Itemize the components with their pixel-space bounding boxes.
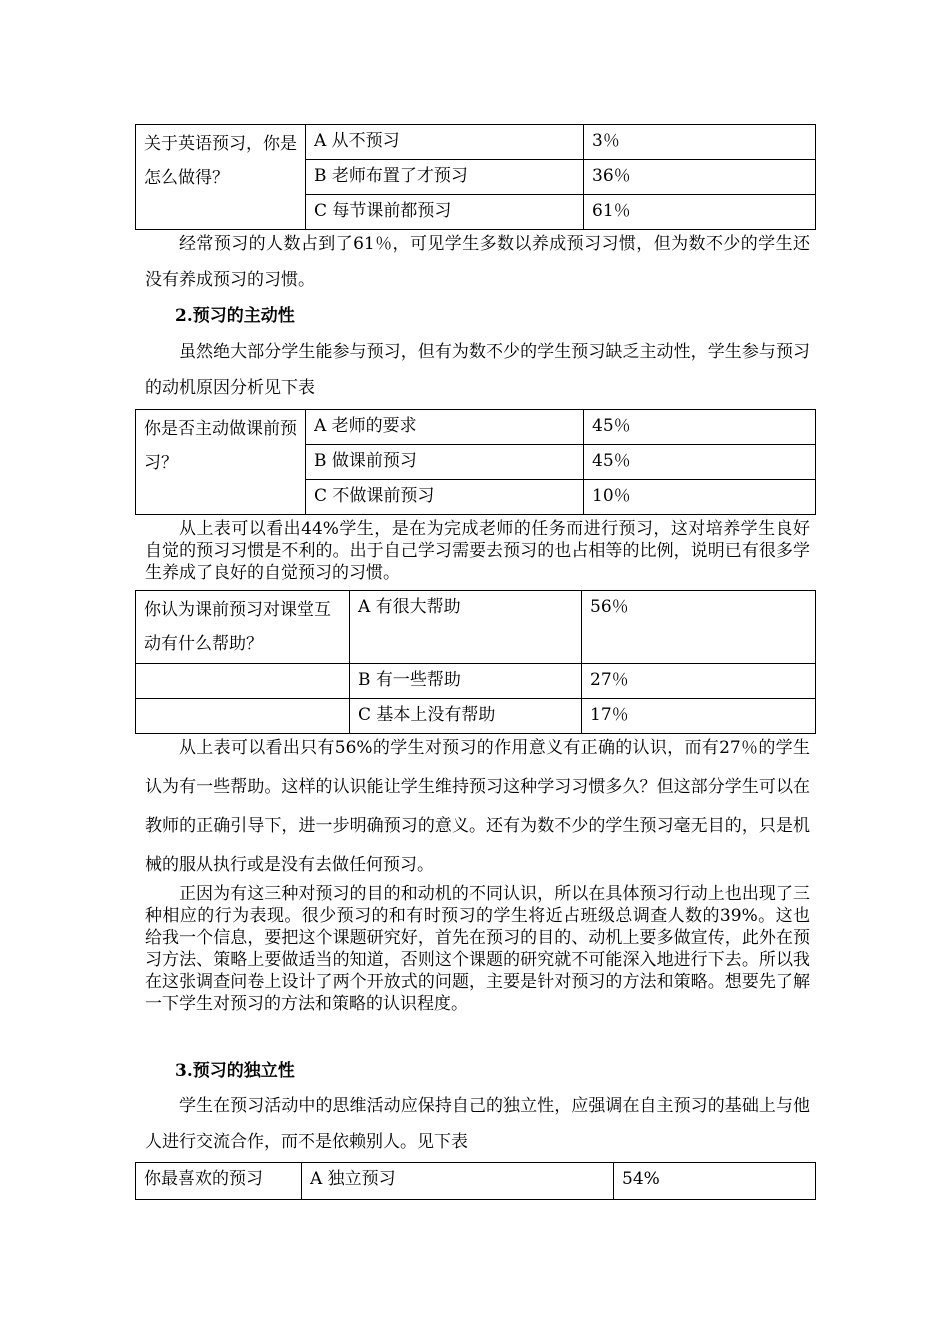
question-cell: 关于英语预习，你是怎么做得？ xyxy=(136,125,306,230)
paragraph: 正因为有这三种对预习的目的和动机的不同认识，所以在具体预习行动上也出现了三种相应的行为表现。很少预习的和有时预习的学生将近占班级总调查人数的39%。这也给我一个信息，要把这个课题研究好，首先在预习的目的、动机上要多做宣传，此外在预习方法、策略上要做适当的知道，否则这个课题的研究就不可能深入地进行下去。所以我在这张调查问卷上设计了两个开放式的问题，主要是针对预习的方法和策略。想要先了解一下学生对预习的方法和策略的认识程度。 xyxy=(145,884,810,1014)
option-cell: A 有很大帮助 xyxy=(350,591,582,664)
percent-cell: 54% xyxy=(614,1163,816,1200)
percent-cell: 27％ xyxy=(582,664,816,699)
table-row xyxy=(136,125,816,160)
paragraph: 经常预习的人数占到了61％，可见学生多数以养成预习习惯，但为数不少的学生还没有养成预习的习惯。 xyxy=(145,234,810,290)
percent-cell: 45％ xyxy=(584,410,816,445)
percent-cell: 3％ xyxy=(584,125,816,160)
table-row xyxy=(136,410,816,445)
option-cell: C 不做课前预习 xyxy=(306,480,584,515)
percent-cell: 10％ xyxy=(584,480,816,515)
option-cell: C 基本上没有帮助 xyxy=(350,699,582,734)
paragraph: 从上表可以看出44%学生，是在为完成老师的任务而进行预习，这对培养学生良好自觉的预习习惯是不利的。出于自己学习需要去预习的也占相等的比例，说明已有很多学生养成了良好的自觉预习的习惯。 xyxy=(145,519,810,583)
table-row xyxy=(136,1163,816,1200)
option-cell: A 独立预习 xyxy=(302,1163,614,1200)
option-cell: A 老师的要求 xyxy=(306,410,584,445)
percent-cell: 56％ xyxy=(582,591,816,664)
table-row xyxy=(136,664,816,699)
option-cell: B 做课前预习 xyxy=(306,445,584,480)
option-cell: B 老师布置了才预习 xyxy=(306,160,584,195)
survey-table-preview-habit xyxy=(135,124,816,230)
question-cell: 你是否主动做课前预习？ xyxy=(136,410,306,515)
option-cell: B 有一些帮助 xyxy=(350,664,582,699)
question-cell: 你认为课前预习对课堂互动有什么帮助？ xyxy=(136,591,350,664)
question-cell: 你最喜欢的预习 xyxy=(136,1163,302,1200)
percent-cell: 17％ xyxy=(582,699,816,734)
survey-table-initiative xyxy=(135,409,816,515)
survey-table-interaction xyxy=(135,590,816,734)
option-cell: A 从不预习 xyxy=(306,125,584,160)
percent-cell: 61％ xyxy=(584,195,816,230)
table-row xyxy=(136,591,816,664)
section-heading: 3.预习的独立性 xyxy=(175,1061,295,1081)
section-heading: 2.预习的主动性 xyxy=(175,306,295,326)
paragraph: 虽然绝大部分学生能参与预习，但有为数不少的学生预习缺乏主动性，学生参与预习的动机原因分析见下表 xyxy=(145,342,810,398)
paragraph: 从上表可以看出只有56%的学生对预习的作用意义有正确的认识，而有27％的学生认为有一些帮助。这样的认识能让学生维持预习这种学习习惯多久？但这部分学生可以在教师的正确引导下，进一步明确预习的意义。还有为数不少的学生预习毫无目的，只是机械的服从执行或是没有去做任何预习。 xyxy=(145,738,810,875)
percent-cell: 45％ xyxy=(584,445,816,480)
survey-table-preference xyxy=(135,1162,816,1200)
percent-cell: 36％ xyxy=(584,160,816,195)
option-cell: C 每节课前都预习 xyxy=(306,195,584,230)
paragraph: 学生在预习活动中的思维活动应保持自己的独立性，应强调在自主预习的基础上与他人进行交流合作，而不是依赖别人。见下表 xyxy=(145,1096,810,1152)
empty-cell xyxy=(136,664,350,699)
